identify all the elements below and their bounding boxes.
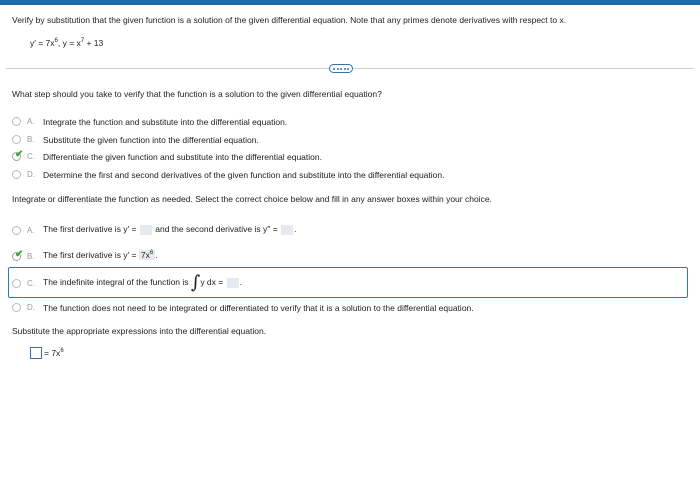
equation-lhs-exponent: 6: [54, 38, 58, 44]
q2a-text3: .: [294, 224, 297, 234]
option-text-q1-b: Substitute the given function into the differential equation.: [43, 135, 259, 145]
instruction-text: Verify by substitution that the given function is a solution of the given differential equation. Note that any primes denote derivatives with respect to x.: [12, 15, 567, 25]
dot-icon: [347, 68, 349, 70]
question3-rhs: [44, 348, 64, 358]
dot-icon: [340, 68, 342, 70]
first-derivative-answer-box[interactable]: [140, 225, 152, 235]
equation-mid-exponent: 7: [80, 38, 85, 44]
option-letter: B.: [27, 135, 35, 144]
checkmark-icon: ✔: [15, 249, 24, 260]
equation-mid: , y = x: [57, 38, 81, 48]
radio-q1-d[interactable]: [12, 170, 21, 179]
q2c-integrand: y dx =: [200, 277, 224, 287]
more-button[interactable]: [329, 64, 353, 73]
second-derivative-answer-box[interactable]: [281, 225, 293, 235]
dot-icon: [344, 68, 346, 70]
question2-prompt: Integrate or differentiate the function as needed. Select the correct choice below and fill in any answer boxes within your choice.: [12, 194, 492, 204]
option-letter: D.: [27, 303, 35, 312]
q2c-text1: The indefinite integral of the function is: [43, 277, 189, 287]
option-letter: A.: [27, 117, 35, 126]
radio-q2-d[interactable]: [12, 303, 21, 312]
equation-rhs: + 13: [84, 38, 104, 48]
option-text-q1-a: Integrate the function and substitute into the differential equation.: [43, 117, 288, 127]
question3-prompt: Substitute the appropriate expressions into the differential equation.: [12, 326, 267, 336]
answer-exponent: 6: [149, 250, 154, 256]
option-letter: C.: [27, 152, 35, 161]
radio-q1-a[interactable]: [12, 117, 21, 126]
given-equation: [30, 38, 103, 48]
q2c-text2: .: [239, 277, 242, 287]
option-text-q1-d: Determine the first and second derivatives of the given function and substitute into the differential equation.: [43, 170, 445, 180]
dot-icon: [337, 68, 339, 70]
answer-base: 7x: [140, 250, 150, 260]
option-text-q1-c: Differentiate the given function and substitute into the differential equation.: [43, 152, 322, 162]
radio-q2-c[interactable]: [12, 279, 21, 288]
checkmark-icon: ✔: [15, 149, 24, 160]
integral-answer-box[interactable]: [227, 278, 239, 288]
top-accent-bar: [0, 0, 700, 5]
option-letter: D.: [27, 170, 35, 179]
radio-q2-a[interactable]: [12, 226, 21, 235]
radio-q1-b[interactable]: [12, 135, 21, 144]
option-text-q2-d: The function does not need to be integrated or differentiated to verify that it is a solution to the differential equation.: [43, 303, 474, 313]
dot-icon: [333, 68, 335, 70]
equation-lhs: y′ = 7x: [30, 38, 55, 48]
option-text-q2-c: [43, 271, 242, 293]
q2b-text2: .: [155, 250, 158, 260]
option-letter: C.: [27, 279, 35, 288]
first-derivative-answer[interactable]: [139, 250, 158, 260]
option-letter: A.: [27, 226, 35, 235]
option-letter: B.: [27, 252, 35, 261]
q3-rhs: = 7x: [44, 348, 61, 358]
question1-prompt: What step should you take to verify that the function is a solution to the given differential equation?: [12, 89, 382, 99]
lhs-answer-box[interactable]: [30, 347, 42, 359]
option-text-q2-b: [43, 250, 158, 260]
q2a-text2: and the second derivative is y′′ =: [155, 224, 278, 234]
option-text-q2-a: [43, 224, 296, 235]
integral-sign-icon: ∫: [190, 271, 201, 293]
q2b-text1: The first derivative is y′ =: [43, 250, 137, 260]
q3-rhs-exponent: 6: [60, 348, 64, 354]
q2a-text1: The first derivative is y′ =: [43, 224, 137, 234]
